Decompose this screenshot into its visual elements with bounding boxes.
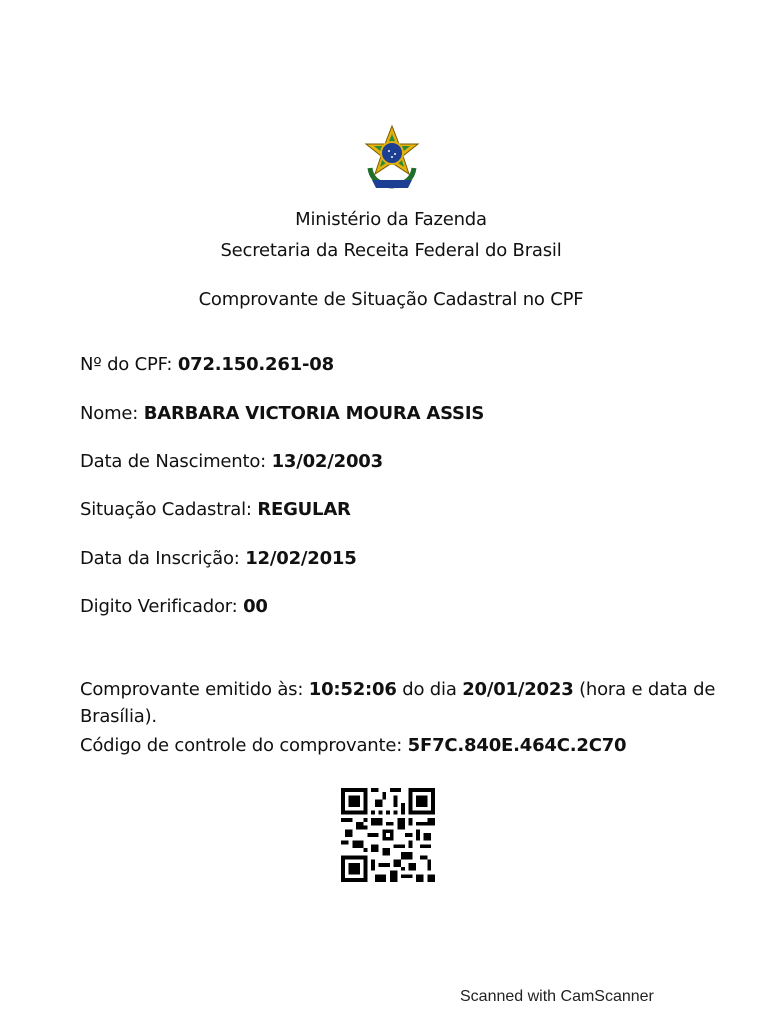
document-title: Comprovante de Situação Cadastral no CPF xyxy=(198,289,584,310)
cpf-label: Nº do CPF: xyxy=(80,354,173,375)
digito-value: 00 xyxy=(243,596,268,617)
nome-label: Nome: xyxy=(80,403,139,424)
inscricao-row xyxy=(80,548,357,569)
situacao-row xyxy=(80,499,351,520)
issued-suffix: (hora e data de Brasília). xyxy=(80,679,716,727)
nascimento-label: Data de Nascimento: xyxy=(80,451,267,472)
digito-label: Digito Verificador: xyxy=(80,596,238,617)
secretariat-name: Secretaria da Receita Federal do Brasil xyxy=(220,240,562,261)
brazil-coat-of-arms-icon xyxy=(358,124,426,192)
issued-prefix: Comprovante emitido às: xyxy=(80,679,304,700)
ministry-name: Ministério da Fazenda xyxy=(295,209,487,230)
nascimento-row xyxy=(80,451,383,472)
control-row xyxy=(80,735,626,756)
cpf-value: 072.150.261-08 xyxy=(177,354,334,375)
issued-time: 10:52:06 xyxy=(308,679,397,700)
nome-value: BARBARA VICTORIA MOURA ASSIS xyxy=(143,403,485,424)
control-label: Código de controle do comprovante: xyxy=(80,735,403,756)
issued-middle: do dia xyxy=(402,679,457,700)
inscricao-label: Data da Inscrição: xyxy=(80,548,240,569)
situacao-label: Situação Cadastral: xyxy=(80,499,252,520)
control-code: 5F7C.840E.464C.2C70 xyxy=(407,735,627,756)
cpf-row xyxy=(80,354,334,375)
inscricao-value: 12/02/2015 xyxy=(245,548,357,569)
nascimento-value: 13/02/2003 xyxy=(271,451,383,472)
digito-row xyxy=(80,596,268,617)
camscanner-watermark: Scanned with CamScanner xyxy=(460,988,654,1005)
issued-paragraph xyxy=(80,676,750,730)
nome-row xyxy=(80,403,484,424)
qr-code-icon xyxy=(338,788,438,882)
issued-date: 20/01/2023 xyxy=(462,679,574,700)
situacao-value: REGULAR xyxy=(257,499,351,520)
